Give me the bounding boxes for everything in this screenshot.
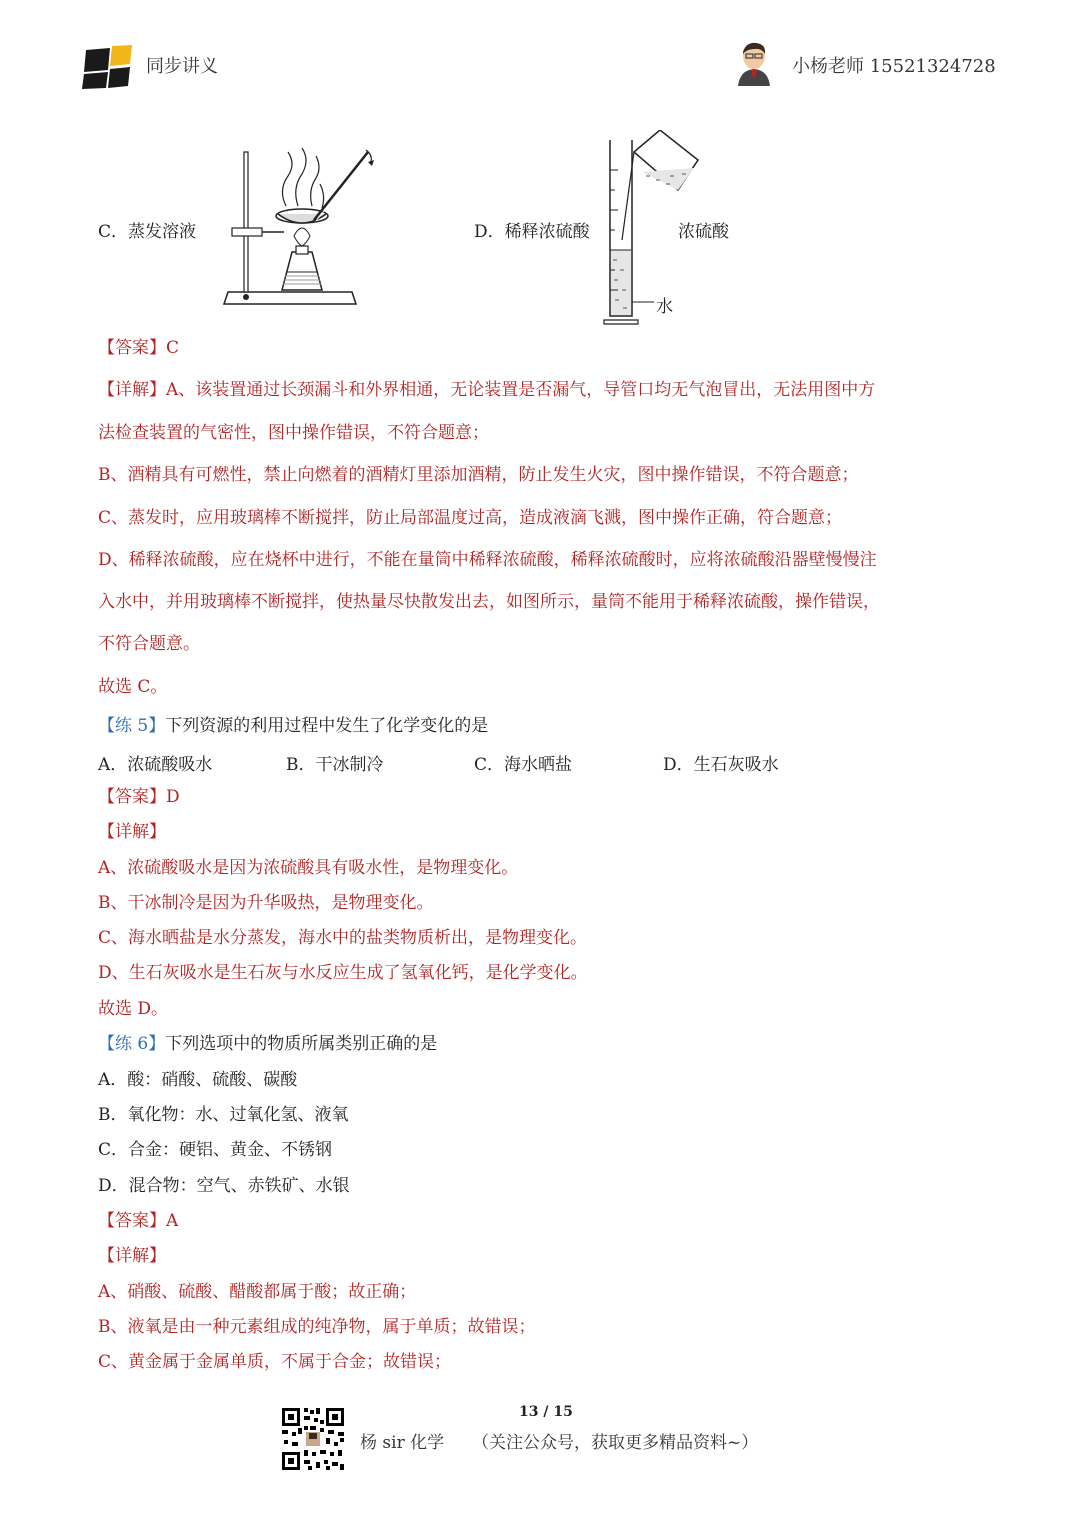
avatar xyxy=(734,40,774,86)
q4-detail-line-5: D、稀释浓硫酸，应在烧杯中进行，不能在量筒中稀释浓硫酸，稀释浓硫酸时，应将浓硫酸沿器壁慢慢注 xyxy=(98,550,877,570)
q5-detail-line-3: C、海水晒盐是水分蒸发，海水中的盐类物质析出，是物理变化。 xyxy=(98,928,588,948)
figure-d-label: D．稀释浓硫酸 xyxy=(474,222,590,242)
figure-d-water-label: 水 xyxy=(656,297,673,317)
q5-conclusion: 故选 D。 xyxy=(98,999,169,1019)
qr-code xyxy=(280,1406,346,1472)
q6-detail-line-2: B、液氧是由一种元素组成的纯净物，属于单质；故错误； xyxy=(98,1317,536,1337)
q5-option-b: B．干冰制冷 xyxy=(286,755,384,775)
footer-brand: 杨 sir 化学 xyxy=(360,1433,445,1453)
evaporation-apparatus-figure xyxy=(222,140,382,310)
figure-d-acid-label: 浓硫酸 xyxy=(678,222,729,242)
q5-stem: 下列资源的利用过程中发生了化学变化的是 xyxy=(165,716,489,736)
q6-answer: 【答案】A xyxy=(98,1211,179,1231)
q6-option-b: B．氧化物：水、过氧化氢、液氧 xyxy=(98,1105,349,1125)
figure-c-label: C．蒸发溶液 xyxy=(98,222,197,242)
q6-detail-label: 【详解】 xyxy=(98,1246,166,1266)
header-title: 同步讲义 xyxy=(146,56,218,77)
q5-answer: 【答案】D xyxy=(98,787,180,807)
q6-option-a: A．酸：硝酸、硫酸、碳酸 xyxy=(98,1070,298,1090)
q6-detail-line-3: C、黄金属于金属单质，不属于合金；故错误； xyxy=(98,1352,452,1372)
q5-detail-line-4: D、生石灰吸水是生石灰与水反应生成了氢氧化钙，是化学变化。 xyxy=(98,963,588,983)
q4-detail-line-2: 法检查装置的气密性，图中操作错误，不符合题意； xyxy=(98,423,489,443)
q6-option-c: C．合金：硬铝、黄金、不锈钢 xyxy=(98,1140,333,1160)
q5-option-c: C．海水晒盐 xyxy=(474,755,573,775)
q5-tag: 【练 5】 xyxy=(98,716,166,736)
page-number: 13 / 15 xyxy=(519,1404,573,1420)
q5-detail-line-1: A、浓硫酸吸水是因为浓硫酸具有吸水性，是物理变化。 xyxy=(98,858,519,878)
q5-option-a: A．浓硫酸吸水 xyxy=(98,755,213,775)
q5-detail-line-2: B、干冰制冷是因为升华吸热，是物理变化。 xyxy=(98,893,434,913)
q4-detail-line-4: C、蒸发时，应用玻璃棒不断搅拌，防止局部温度过高，造成液滴飞溅，图中操作正确，符合题意； xyxy=(98,508,843,528)
q6-tag: 【练 6】 xyxy=(98,1034,166,1054)
q4-detail-line-1: 【详解】A、该装置通过长颈漏斗和外界相通，无论装置是否漏气，导管口均无气泡冒出，无法用图中方 xyxy=(98,380,876,400)
header-teacher: 小杨老师 15521324728 xyxy=(792,56,996,77)
q5-detail-label: 【详解】 xyxy=(98,822,166,842)
q6-stem: 下列选项中的物质所属类别正确的是 xyxy=(165,1034,438,1054)
header-logo xyxy=(80,42,136,90)
q4-conclusion: 故选 C。 xyxy=(98,677,168,697)
q4-detail-line-6: 入水中，并用玻璃棒不断搅拌，使热量尽快散发出去，如图所示，量筒不能用于稀释浓硫酸，操作错误， xyxy=(98,592,880,612)
footer-slogan: （关注公众号，获取更多精品资料~） xyxy=(472,1433,759,1453)
q4-answer: 【答案】C xyxy=(98,338,180,358)
q4-detail-line-7: 不符合题意。 xyxy=(98,634,200,654)
q6-detail-line-1: A、硝酸、硫酸、醋酸都属于酸；故正确； xyxy=(98,1282,417,1302)
q5-option-d: D．生石灰吸水 xyxy=(663,755,779,775)
q5-question xyxy=(98,714,488,738)
q6-option-d: D．混合物：空气、赤铁矿、水银 xyxy=(98,1176,350,1196)
q4-detail-line-3: B、酒精具有可燃性，禁止向燃着的酒精灯里添加酒精，防止发生火灾，图中操作错误，不符合题意； xyxy=(98,465,859,485)
q6-question xyxy=(98,1032,437,1056)
